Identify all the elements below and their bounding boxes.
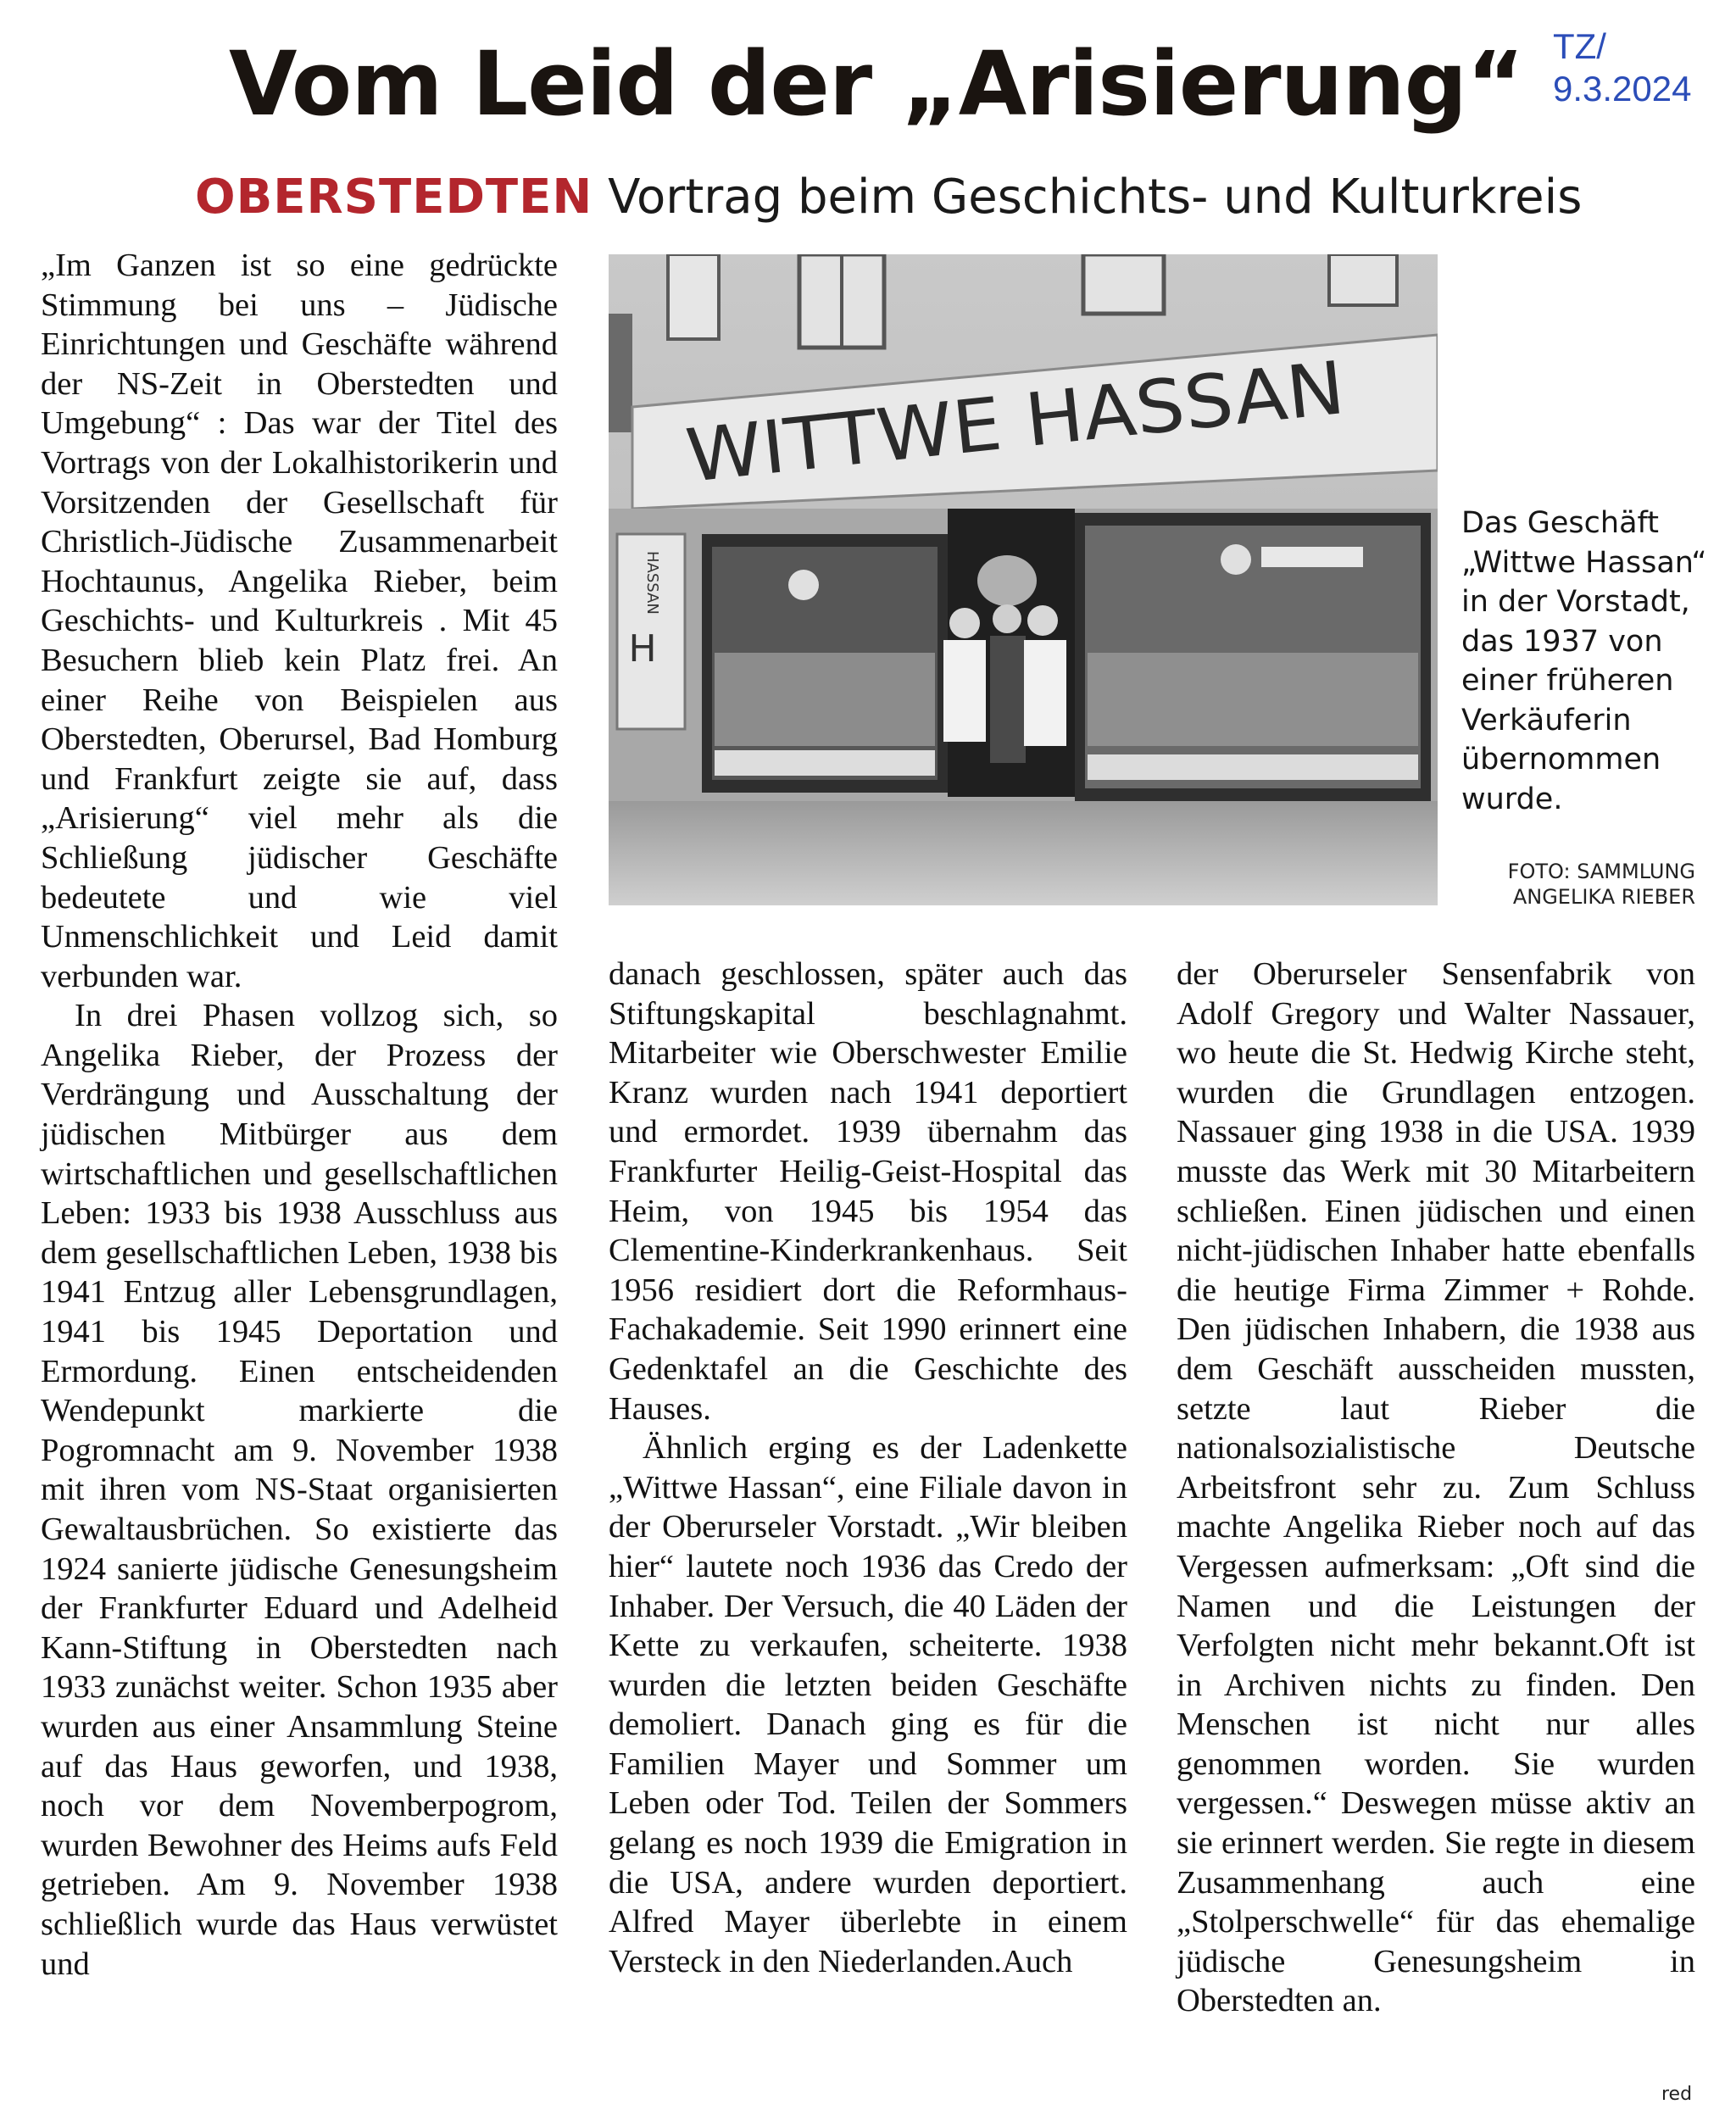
- svg-text:H: H: [628, 627, 657, 671]
- side-sign-text: HASSAN: [643, 551, 661, 615]
- article-column-2: [609, 955, 1127, 1981]
- subhead: [195, 168, 1582, 227]
- doorway: [943, 509, 1075, 797]
- photo-credit-line-2: ANGELIKA RIEBER: [1512, 885, 1695, 909]
- article-paragraph-genesungsheim: danach geschlossen, später auch das Stiftungskapital beschlagnahmt. Mitarbeiter wie Oberschwester Emilie Kranz wurden nach 1941 deportiert und ermordet. 1939 übernahm das Frankfurter Heilig-Geist-Hospital das Heim, von 1945 bis 1954 das Clementine-Kinderkrankenhaus. Seit 1956 residiert dort die Reformhaus-Fachakademie. Seit 1990 erinnert eine Gedenktafel an die Geschichte des Hauses.: [609, 956, 1127, 1427]
- left-building-sign: [617, 534, 685, 729]
- subhead-kicker: OBERSTEDTEN: [195, 170, 593, 225]
- shop-photo-graphic: [609, 254, 1438, 905]
- subhead-text: Vortrag beim Geschichts- und Kulturkreis: [608, 170, 1583, 225]
- source-note-date: 9.3.2024: [1553, 69, 1692, 109]
- shop-photo: [609, 254, 1438, 905]
- left-display-window: [702, 534, 948, 793]
- right-display-window: [1075, 513, 1431, 801]
- article-paragraph-phases: In drei Phasen vollzog sich, so Angelika Rieber, der Prozess der Verdrängung und Ausschaltung der jüdischen Mitbürger aus dem wirtschaftlichen und gesellschaftlichen Leben: 1933 bis 1938 Ausschluss aus dem gesellschaftlichen Leben, 1938 bis 1941 Entzug aller Lebensgrundlagen, 1941 bis 1945 Deportation und Ermordung. Einen entscheidenden Wendepunkt markierte die Pogromnacht am 9. November 1938 mit ihren vom NS-Staat organisierten Gewaltausbrüchen. So existierte das 1924 sanierte jüdische Genesungsheim der Frankfurter Eduard und Adelheid Kann-Stiftung in Oberstedten nach 1933 zunächst weiter. Schon 1935 aber wurden aus einer Ansammlung Steine auf das Haus geworfen, und 1938, noch vor dem Novemberpogrom, wurden Bewohner des Heims aufs Feld getrieben. Am 9. November 1938 schließlich wurde das Haus verwüstet und: [41, 998, 558, 1982]
- photo-caption: Das Geschäft „Wittwe Hassan“ in der Vorstadt, das 1937 von einer früheren Verkäuferin übernommen wurde.: [1461, 506, 1707, 816]
- source-note: [1553, 25, 1692, 110]
- source-note-publication: TZ/: [1553, 26, 1606, 66]
- article-column-3: [1177, 955, 1695, 2021]
- article-paragraph-intro: „Im Ganzen ist so eine gedrückte Stimmung bei uns – Jüdische Einrichtungen und Geschäfte während der NS-Zeit in Oberstedten und Umgebung“ : Das war der Titel des Vortrags von der Lokalhistorikerin und Vorsitzenden der Gesellschaft für Christlich-Jüdische Zusammenarbeit Hochtaunus, Angelika Rieber, beim Geschichts- und Kulturkreis . Mit 45 Besuchern blieb kein Platz frei. An einer Reihe von Beispielen aus Oberstedten, Oberursel, Bad Homburg und Frankfurt zeigte sie auf, dass „Arisierung“ viel mehr als die Schließung jüdischer Geschäfte bedeutete und wie viel Unmenschlichkeit und Leid damit verbunden war.: [41, 248, 558, 994]
- photo-credit-line-1: FOTO: SAMMLUNG: [1507, 860, 1695, 883]
- headline: Vom Leid der „Arisierung“: [229, 32, 1524, 136]
- shop-sign-text: WITTWE HASSAN: [682, 349, 1314, 499]
- article-paragraph-wittwe-hassan: Ähnlich erging es der Ladenkette „Wittwe Hassan“, eine Filiale davon in der Oberurseler Vorstadt. „Wir bleiben hier“ lautete noch 1936 das Credo der Inhaber. Der Versuch, die 40 Läden der Kette zu verkaufen, scheiterte. 1938 wurden die letzten beiden Geschäfte demoliert. Danach ging es für die Familien Mayer und Sommer um Leben oder Tod. Teilen der Sommers gelang es noch 1939 die Emigration in die USA, andere wurden deportiert. Alfred Mayer überlebte in einem Versteck in den Niederlanden.Auch: [609, 1430, 1127, 1979]
- author-signoff: red: [1661, 2084, 1693, 2105]
- article-column-1: [41, 246, 558, 1984]
- article-paragraph-sensenfabrik: der Oberurseler Sensenfabrik von Adolf Gregory und Walter Nassauer, wo heute die St. Hedwig Kirche steht, wurden die Grundlagen entzogen. Nassauer ging 1938 in die USA. 1939 musste das Werk mit 30 Mitarbeitern schließen. Einen jüdischen und einen nicht-jüdischen Inhaber hatte ebenfalls die heutige Firma Zimmer + Rohde. Den jüdischen Inhabern, die 1938 aus dem Geschäft ausscheiden mussten, setzte laut Rieber die nationalsozialistische Deutsche Arbeitsfront sehr zu. Zum Schluss machte Angelika Rieber noch auf das Vergessen aufmerksam: „Oft sind die Namen und die Leistungen der Verfolgten nicht mehr bekannt.Oft ist in Archiven nichts zu finden. Den Menschen ist nicht nur alles genommen worden. Sie wurden vergessen.“ Deswegen müsse aktiv an sie erinnert werden. Sie regte in diesem Zusammenhang auch eine „Stolperschwelle“ für das ehemalige jüdische Genesungsheim in Oberstedten an.: [1177, 956, 1695, 2019]
- photo-credit: [1461, 859, 1695, 910]
